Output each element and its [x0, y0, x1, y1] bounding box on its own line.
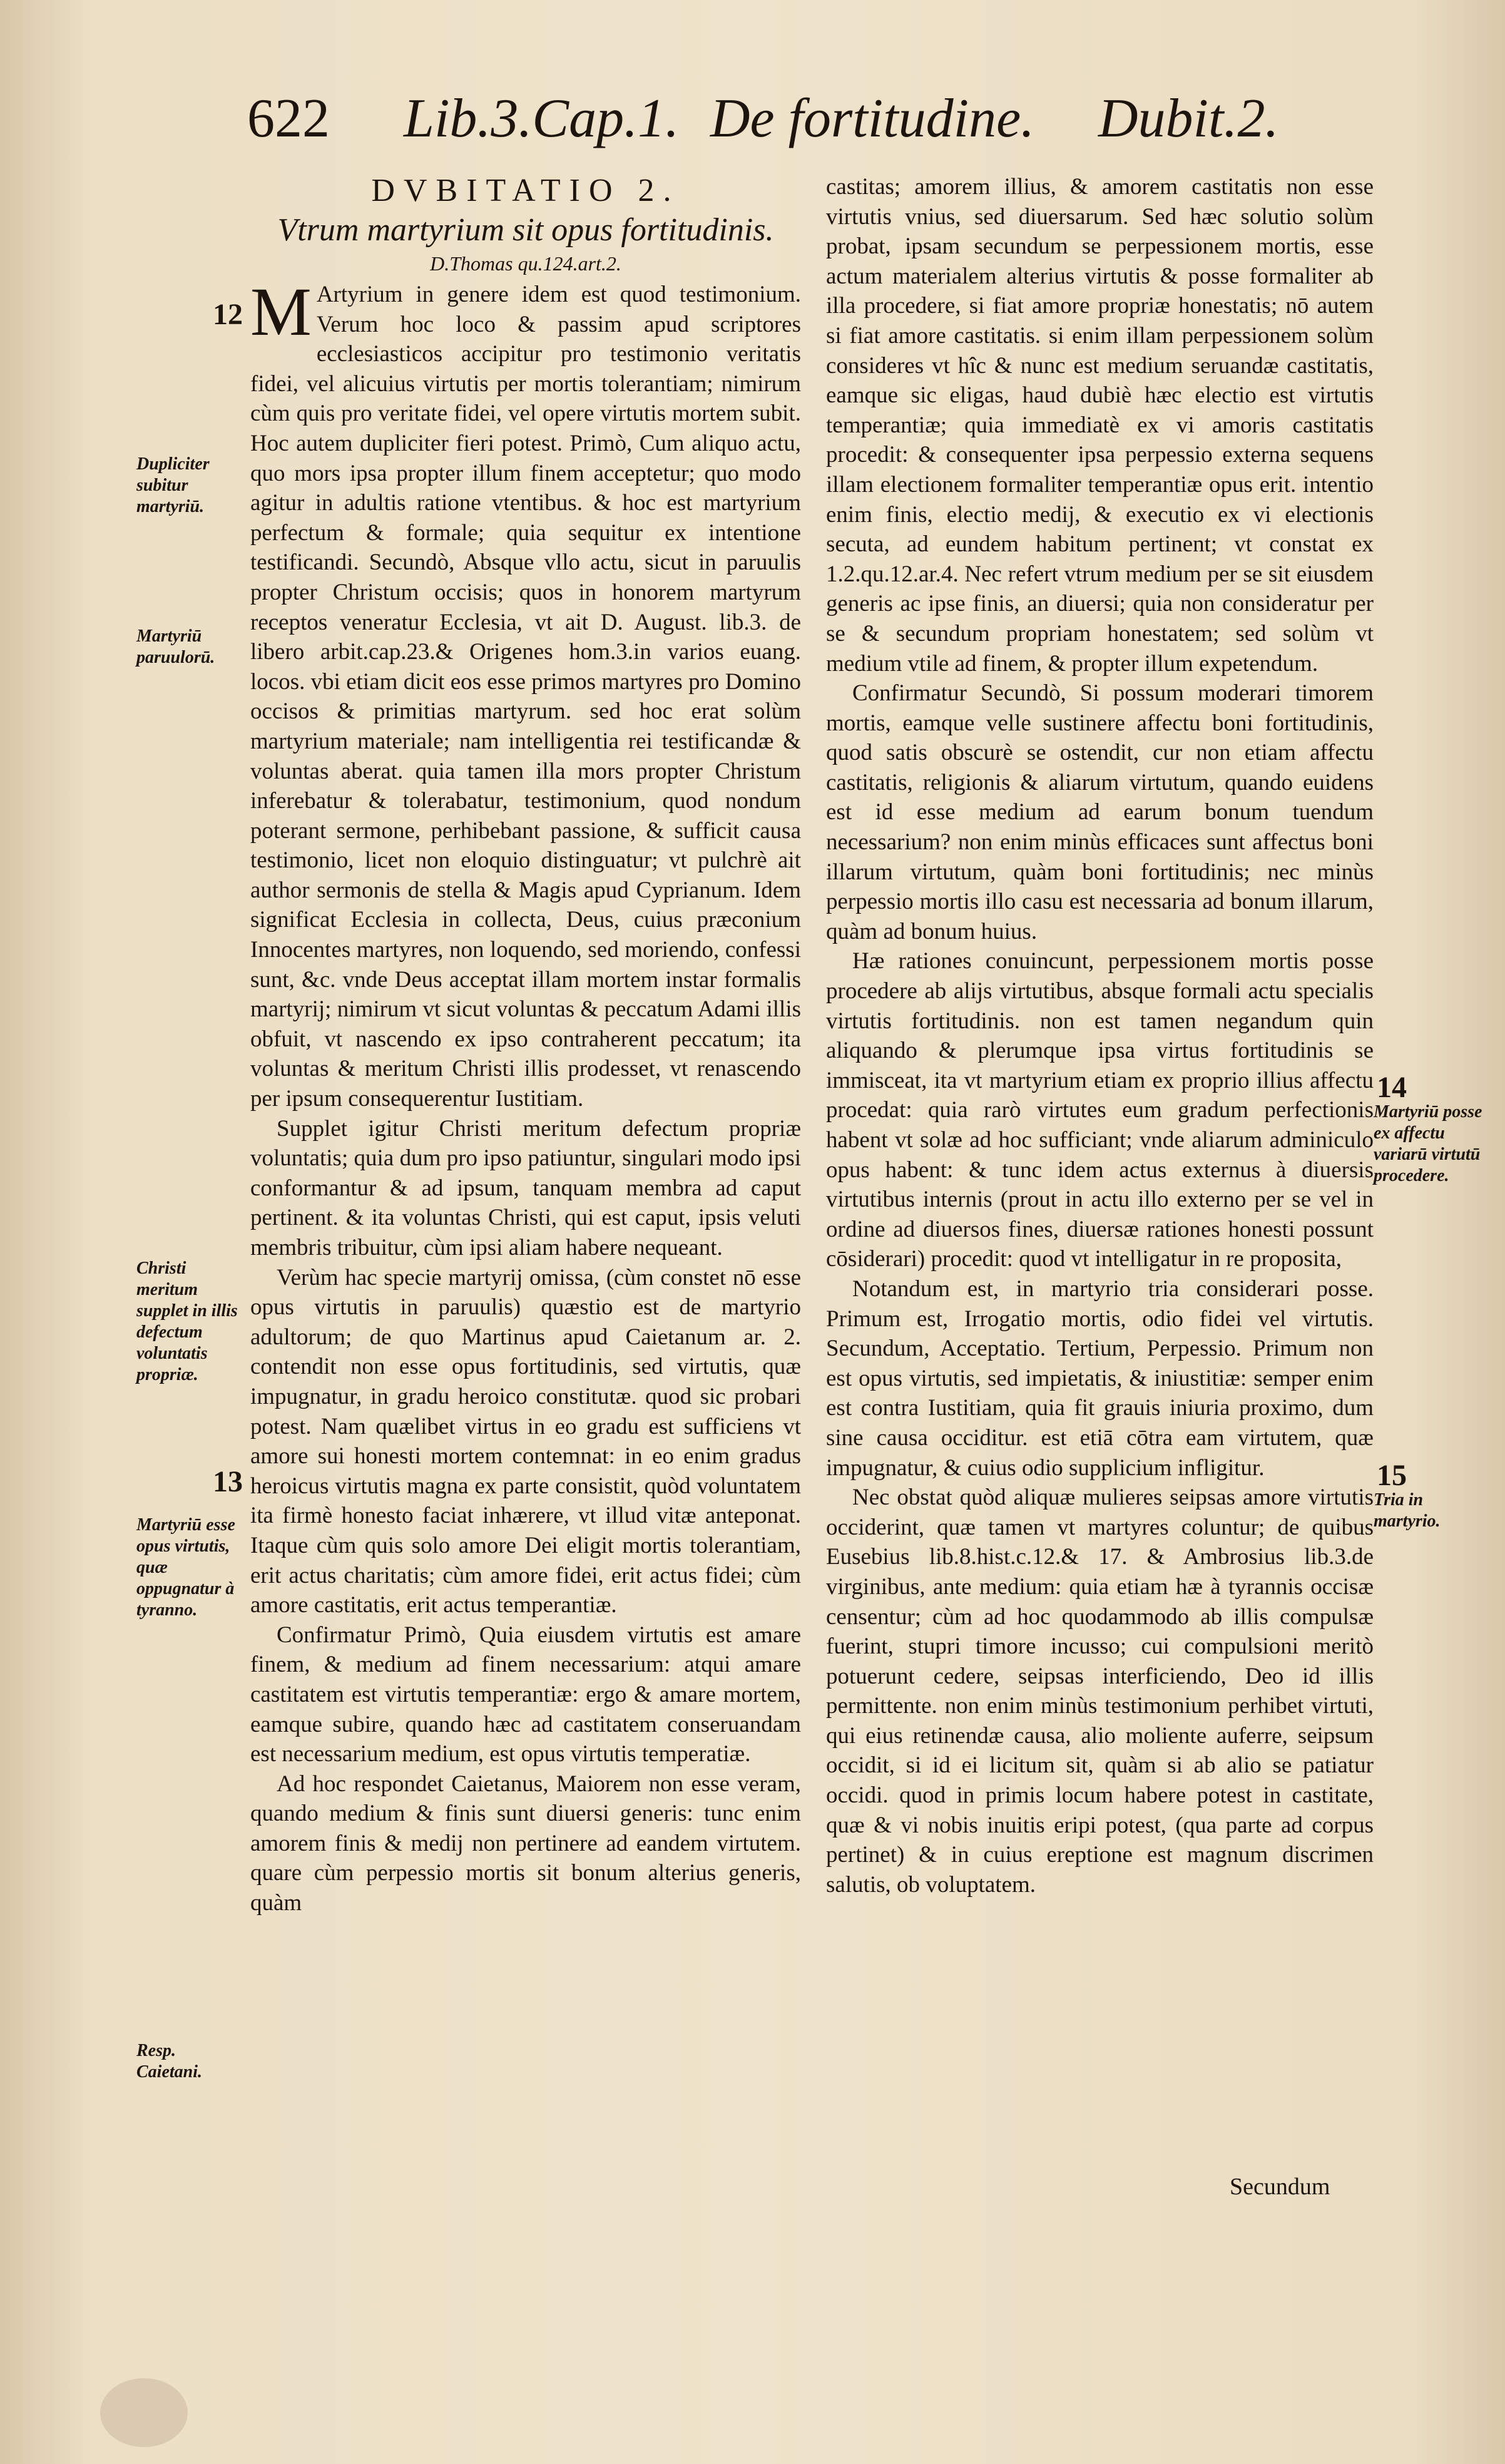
- running-head-book: Lib.3.Cap.1.: [404, 88, 680, 149]
- margin-note: Dupliciter subitur martyriū.: [136, 454, 210, 516]
- margin-note: Christi meritum supplet in illis defectum voluntatis propriæ.: [136, 1259, 238, 1384]
- section-number: 14: [1377, 1071, 1407, 1104]
- right-column: [826, 172, 1374, 1899]
- page-stain: [100, 2378, 188, 2447]
- section-number: 15: [1377, 1459, 1407, 1492]
- paragraph: M Artyrium in genere idem est quod testimonium. Verum hoc loco & passim apud scriptores ecclesiasticos accipitur pro testimonio veritatis fidei, vel alicuius virtutis per mortis tolerantiam; nimirum cùm quis pro veritate fidei, vel opere virtutis mortem subit. Hoc autem dupliciter fieri potest. Primò, Cum aliquo actu, quo mors ipsa propter illum finem acceptetur; quo modo agitur in adultis ratione vtentibus. & hoc est martyrium perfectum & formale; quia sequitur ex intentione testificandi. Secundò, Absque vllo actu, sicut in paruulis propter Christum occisis; quos in honorem martyrum receptos veneratur Ecclesia, vt ait D. August. lib.3. de libero arbit.cap.23.& Origenes hom.3.in varios euang. locos. vbi etiam dicit eos esse primos martyres pro Domino occisos & primitias martyrum. sed hoc erat solùm martyrium materiale; nam intelligentia rei testificandæ & voluntas aberat. quia tamen illa mors propter Christum inferebatur & tolerabatur, testimonium, quod nondum poterant sermone, perhibebant passione, & sufficit causa testimonio, licet non eloquio distinguatur; vt pulchrè ait author sermonis de stella & Magis apud Cyprianum. Idem significat Ecclesia in collecta, Deus, cuius præconium Innocentes martyres, non loquendo, sed moriendo, confessi sunt, &c. vnde Deus acceptat illam mortem instar formalis martyrij; nimirum vt sicut voluntas & peccatum Adami illis obfuit, vt nascendo ex ipso contraherent peccatum; ita voluntas & meritum Christi illis prodesset, vt renascendo per ipsum consequerentur Iustitiam.: [250, 273, 801, 1112]
- drop-cap: M: [250, 273, 312, 350]
- margin-note: Tria in martyrio.: [1374, 1490, 1441, 1531]
- paragraph: Nec obstat quòd aliquæ mulieres seipsas amore virtutis occiderint, quæ tamen vt martyres coluntur; de quibus Eusebius lib.8.hist.c.12.& 17. & Ambrosius lib.3.de virginibus, ante medium: quia etiam hæ à tyrannis occisæ censentur; cùm ad hoc quodammodo ab illis compulsæ fuerint, stupri timore incusso; cui compulsioni meritò potuerunt cedere, seipsas interficiendo, Deo id illis permittente. non enim minùs testimonium perhibet virtuti, qui eius retinendæ causa, alio moliente auferre, seipsum occidit, si id ei licitum sit, quàm si ab alio se patiatur occidi. quod in primis locum habere potest in castitate, quæ & vi nobis inuitis eripi potest, (qua parte ad corpus pertinet) & in cuius ereptione est magnum discrimen salutis, ob voluptatem.: [826, 1485, 1374, 1898]
- page-number: 622: [247, 88, 330, 149]
- paragraph: castitas; amorem illius, & amorem castitatis non esse virtutis vnius, sed diuersarum. Sed hæc solutio solùm probat, ipsam secundum se perpessionem mortis, esse actum materialem alterius virtutis & posse formaliter ab illa procedere, si fiat amore propriæ honestatis; nō autem si fiat amore castitatis. si enim illam perpessionem solùm consideres vt hîc & nunc est medium seruandæ castitatis, eamque sic eligas, haud dubiè hæc electio est virtutis temperantiæ; quia immediatè ex vi amoris castitatis procedit: & consequenter ipsa perpessio externa sequens illam electionem formaliter temperantiæ opus erit. intentio enim finis, electio medij, & executio ex vi electionis secuta, ad eundem habitum pertinent; vt constat ex 1.2.qu.12.ar.4. Nec refert vtrum medium per se sit eiusdem generis ac ipse finis, an diuersi; quia non consideratur per se & secundum propriam honestatem; sed solùm vt medium vtile ad finem, & propter illum expetendum.: [826, 174, 1374, 677]
- margin-note: Resp. Caietani.: [136, 2041, 203, 2082]
- left-column: [250, 172, 801, 1918]
- paragraph: Notandum est, in martyrio tria considerari posse. Primum est, Irrogatio mortis, odio fidei vel virtutis. Secundum, Acceptatio. Tertium, Perpessio. Primum non est opus virtutis, sed impietatis, & iniustitiæ: semper enim est contra Iustitiam, quia fit grauis iniuria proximo, dum sine causa occiditur. est etiā cōtra eam virtutem, quæ impugnatur, & cuius odio supplicium infligitur.: [826, 1275, 1374, 1481]
- thomas-reference: D.Thomas qu.124.art.2.: [430, 252, 621, 275]
- section-number: 12: [213, 298, 243, 331]
- paragraph: Confirmatur Secundò, Si possum moderari timorem mortis, eamque velle sustinere affectu boni fortitudinis, quod satis obscurè se ostendit, cur non etiam affectu castitatis, religionis & aliarum virtutum, quando euidens est id esse medium ad earum bonum tuendum necessarium? non enim minùs efficaces sunt affectus boni illarum virtutum, quàm boni fortitudinis; nec minùs perpessio mortis illo casu est necessaria ad bonum illarum, quàm ad bonum huius.: [826, 680, 1374, 944]
- paragraph: Supplet igitur Christi meritum defectum propriæ voluntatis; quia dum pro ipso patiuntur, singulari modo ipsi conformantur & ad ipsum, tanquam membra ad caput pertinent. & ita voluntas Christi, qui est caput, ipsis veluti membris tribuitur, cùm ipsi aliam habere nequeant.: [250, 1115, 801, 1260]
- margin-note: Martyriū posse ex affectu variarū virtutū procedere.: [1374, 1102, 1482, 1185]
- running-head-title: De fortitudine.: [710, 88, 1035, 149]
- running-head-dubitatio: Dubit.2.: [1098, 88, 1279, 149]
- question-title: Vtrum martyrium sit opus fortitudinis.: [277, 212, 774, 248]
- catchword: Secundum: [1230, 2174, 1330, 2200]
- running-header: [247, 81, 1367, 163]
- paragraph: Hæ rationes conuincunt, perpessionem mortis posse procedere ab alijs virtutibus, absque formali actu specialis virtutis fortitudinis. non est tamen negandum quin aliquando & plerumque ipsa virtus fortitudinis se immisceat, ita vt martyrium etiam ex proprio illius affectu procedat: quia rarò virtutes eum gradum perfectionis habent vt solæ ad hoc sufficiant; vnde aliarum adminiculo opus habent: & tunc idem actus externus à diuersis virtutibus internis (prout in actu illo externo per se vel in ordine ad diuersos fines, diuersæ rationes honesti possunt cōsiderari) procedit: quod vt intelligatur in re proposita,: [826, 948, 1374, 1272]
- dubitatio-label: DVBITATIO 2.: [371, 173, 680, 208]
- section-number: 13: [213, 1465, 243, 1498]
- paragraph: Verùm hac specie martyrij omissa, (cùm constet nō esse opus virtutis in paruulis) quæstio est de martyrio adultorum; de quo Martinus apud Caietanum ar. 2. contendit non esse opus fortitudinis, sed virtutis, quæ impugnatur, in gradu heroico constitutæ. quod sic probari potest. Nam quælibet virtus in eo gradu est sufficiens vt amore sui honesti mortem contemnat: in eo enim gradus heroicus virtutis magna ex parte consistit, quòd voluntatem ita firmè honesto faciat inhærere, vt illud vitæ anteponat. Itaque cùm quis solo amore Dei eligit mortis tolerantiam, erit actus charitatis; cùm amore fidei, erit actus fidei; cùm amore castitatis, erit actus temperantiæ.: [250, 1264, 801, 1618]
- paragraph: Confirmatur Primò, Quia eiusdem virtutis est amare finem, & medium ad finem necessarium: atqui amare castitatem est virtutis temperantiæ: ergo & amare mortem, eamque subire, quando hæc ad castitatem conseruandam est necessarium medium, est opus virtutis temperatiæ.: [250, 1622, 801, 1767]
- paragraph: Ad hoc respondet Caietanus, Maiorem non esse veram, quando medium & finis sunt diuersi generis: tunc enim amorem finis & medij non pertinere ad eandem virtutem. quare cùm perpessio mortis sit bonum alterius generis, quàm: [250, 1771, 801, 1916]
- margin-note: Martyriū paruulorū.: [136, 626, 215, 667]
- margin-note: Martyriū esse opus virtutis, quæ oppugnatur à tyranno.: [136, 1515, 235, 1620]
